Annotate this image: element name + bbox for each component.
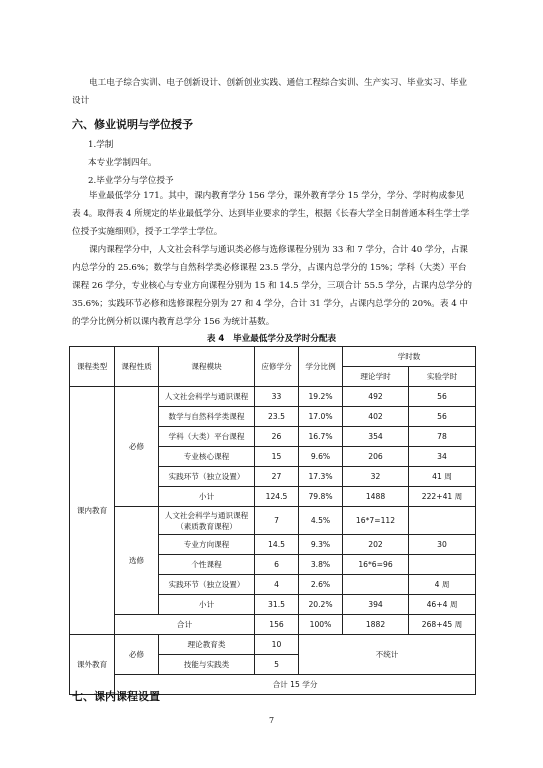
section-6-heading: 六、修业说明与学位授予 <box>72 118 193 131</box>
module-cell: 个性课程 <box>159 555 255 575</box>
required-nature-cell: 必修 <box>115 387 159 507</box>
subheading-duration: 1.学制 <box>88 140 114 150</box>
credits-paragraph: 毕业最低学分 171。其中，课内教育学分 156 学分，课外教育学分 15 学分，学分、学时构成参见表 4。取得表 4 所规定的毕业最低学分、达到毕业要求的学生，根据《长春大学全日制普通本科生学士学位授予实施细则》，授予工学学士学位。 <box>72 191 470 237</box>
header-row <box>70 347 476 367</box>
table-row <box>70 635 476 655</box>
table-row <box>70 387 476 407</box>
module-cell: 数学与自然科学类课程 <box>159 407 255 427</box>
credits-cell: 15 <box>255 447 299 467</box>
credits-cell: 31.5 <box>255 595 299 615</box>
lab-cell: 46+4 周 <box>409 595 476 615</box>
module-cell: 人文社会科学与通识课程（素质教育课程） <box>159 507 255 535</box>
lab-cell: 56 <box>409 387 476 407</box>
header-ratio: 学分比例 <box>299 347 343 387</box>
credit-hours-table <box>69 346 476 695</box>
credits-cell: 7 <box>255 507 299 535</box>
theory-cell: 202 <box>343 535 409 555</box>
in-class-type-cell: 课内教育 <box>70 387 115 635</box>
theory-cell: 1488 <box>343 487 409 507</box>
theory-cell: 32 <box>343 467 409 487</box>
total-ratio-cell: 100% <box>299 615 343 635</box>
lab-cell: 222+41 周 <box>409 487 476 507</box>
elective-nature-cell: 选修 <box>115 507 159 615</box>
theory-cell: 16*7=112 <box>343 507 409 535</box>
ratio-cell: 4.5% <box>299 507 343 535</box>
credits-cell: 23.5 <box>255 407 299 427</box>
ratio-cell: 19.2% <box>299 387 343 407</box>
table-caption: 表 4 毕业最低学分及学时分配表 <box>206 334 337 344</box>
ratio-cell: 3.8% <box>299 555 343 575</box>
page-number: 7 <box>268 716 275 725</box>
subheading-credits-degree: 2.毕业学分与学位授予 <box>88 176 174 186</box>
total-label-cell: 合计 <box>115 615 255 635</box>
header-course-type: 课程类型 <box>70 347 115 387</box>
ratio-cell: 9.3% <box>299 535 343 555</box>
module-cell: 专业方向课程 <box>159 535 255 555</box>
ratio-cell: 2.6% <box>299 575 343 595</box>
total-credits-cell: 156 <box>255 615 299 635</box>
module-cell: 实践环节（独立设置） <box>159 575 255 595</box>
lab-cell: 4 周 <box>409 575 476 595</box>
module-cell: 小计 <box>159 595 255 615</box>
header-lab-hours: 实验学时 <box>409 367 476 387</box>
module-cell: 实践环节（独立设置） <box>159 467 255 487</box>
ratio-paragraph: 课内课程学分中，人文社会科学与通识类必修与选修课程分别为 33 和 7 学分，合计 40 学分，占课内总学分的 25.6%；数学与自然科学类必修课程 23.5 学分，占课内总学分的 15%；学科（大类）平台课程 26 学分，专业核心与专业方向课程分别为 15 和 14.5 学分，三项合计 55.5 学分，占课内总学分的 35.6%；实践环节必修和选修课程分别为 27 和 4 学分，合计 31 学分，占课内总学分的 20%。表 4 中的学分比例分析以课内教育总学分 156 为统计基数。 <box>72 245 472 327</box>
lab-cell: 34 <box>409 447 476 467</box>
lab-cell: 30 <box>409 535 476 555</box>
credits-cell: 33 <box>255 387 299 407</box>
outside-sum-cell: 合计 15 学分 <box>115 675 476 695</box>
total-row <box>70 615 476 635</box>
header-theory-hours: 理论学时 <box>343 367 409 387</box>
theory-cell: 492 <box>343 387 409 407</box>
not-counted-cell: 不统计 <box>299 635 476 675</box>
theory-cell: 354 <box>343 427 409 447</box>
lab-cell: 78 <box>409 427 476 447</box>
theory-cell: 402 <box>343 407 409 427</box>
table-row <box>70 507 476 535</box>
theory-cell: 394 <box>343 595 409 615</box>
ratio-cell: 17.3% <box>299 467 343 487</box>
outside-nature-cell: 必修 <box>115 635 159 675</box>
credits-cell: 6 <box>255 555 299 575</box>
module-cell: 理论教育类 <box>159 635 255 655</box>
ratio-cell: 9.6% <box>299 447 343 467</box>
credits-cell: 5 <box>255 655 299 675</box>
module-cell: 专业核心课程 <box>159 447 255 467</box>
credits-cell: 4 <box>255 575 299 595</box>
credits-cell: 14.5 <box>255 535 299 555</box>
lab-cell: 56 <box>409 407 476 427</box>
module-cell: 人文社会科学与通识课程 <box>159 387 255 407</box>
credits-cell: 10 <box>255 635 299 655</box>
theory-cell <box>343 575 409 595</box>
lab-cell <box>409 507 476 535</box>
module-cell: 小计 <box>159 487 255 507</box>
credits-cell: 26 <box>255 427 299 447</box>
module-cell: 技能与实践类 <box>159 655 255 675</box>
ratio-cell: 79.8% <box>299 487 343 507</box>
theory-cell: 206 <box>343 447 409 467</box>
header-course-nature: 课程性质 <box>115 347 159 387</box>
outside-type-cell: 课外教育 <box>70 635 115 695</box>
ratio-cell: 17.0% <box>299 407 343 427</box>
header-course-module: 课程模块 <box>159 347 255 387</box>
header-hours: 学时数 <box>343 347 476 367</box>
ratio-cell: 16.7% <box>299 427 343 447</box>
header-credits: 应修学分 <box>255 347 299 387</box>
duration-text: 本专业学制四年。 <box>88 158 157 168</box>
credits-cell: 124.5 <box>255 487 299 507</box>
lab-cell <box>409 555 476 575</box>
module-cell: 学科（大类）平台课程 <box>159 427 255 447</box>
section-7-heading: 七、课内课程设置 <box>72 690 160 703</box>
total-lab-cell: 268+45 周 <box>409 615 476 635</box>
lab-cell: 41 周 <box>409 467 476 487</box>
intro-paragraph: 电工电子综合实训、电子创新设计、创新创业实践、通信工程综合实训、生产实习、毕业实习、毕业设计 <box>72 78 468 106</box>
ratio-cell: 20.2% <box>299 595 343 615</box>
theory-cell: 16*6=96 <box>343 555 409 575</box>
credits-cell: 27 <box>255 467 299 487</box>
total-theory-cell: 1882 <box>343 615 409 635</box>
